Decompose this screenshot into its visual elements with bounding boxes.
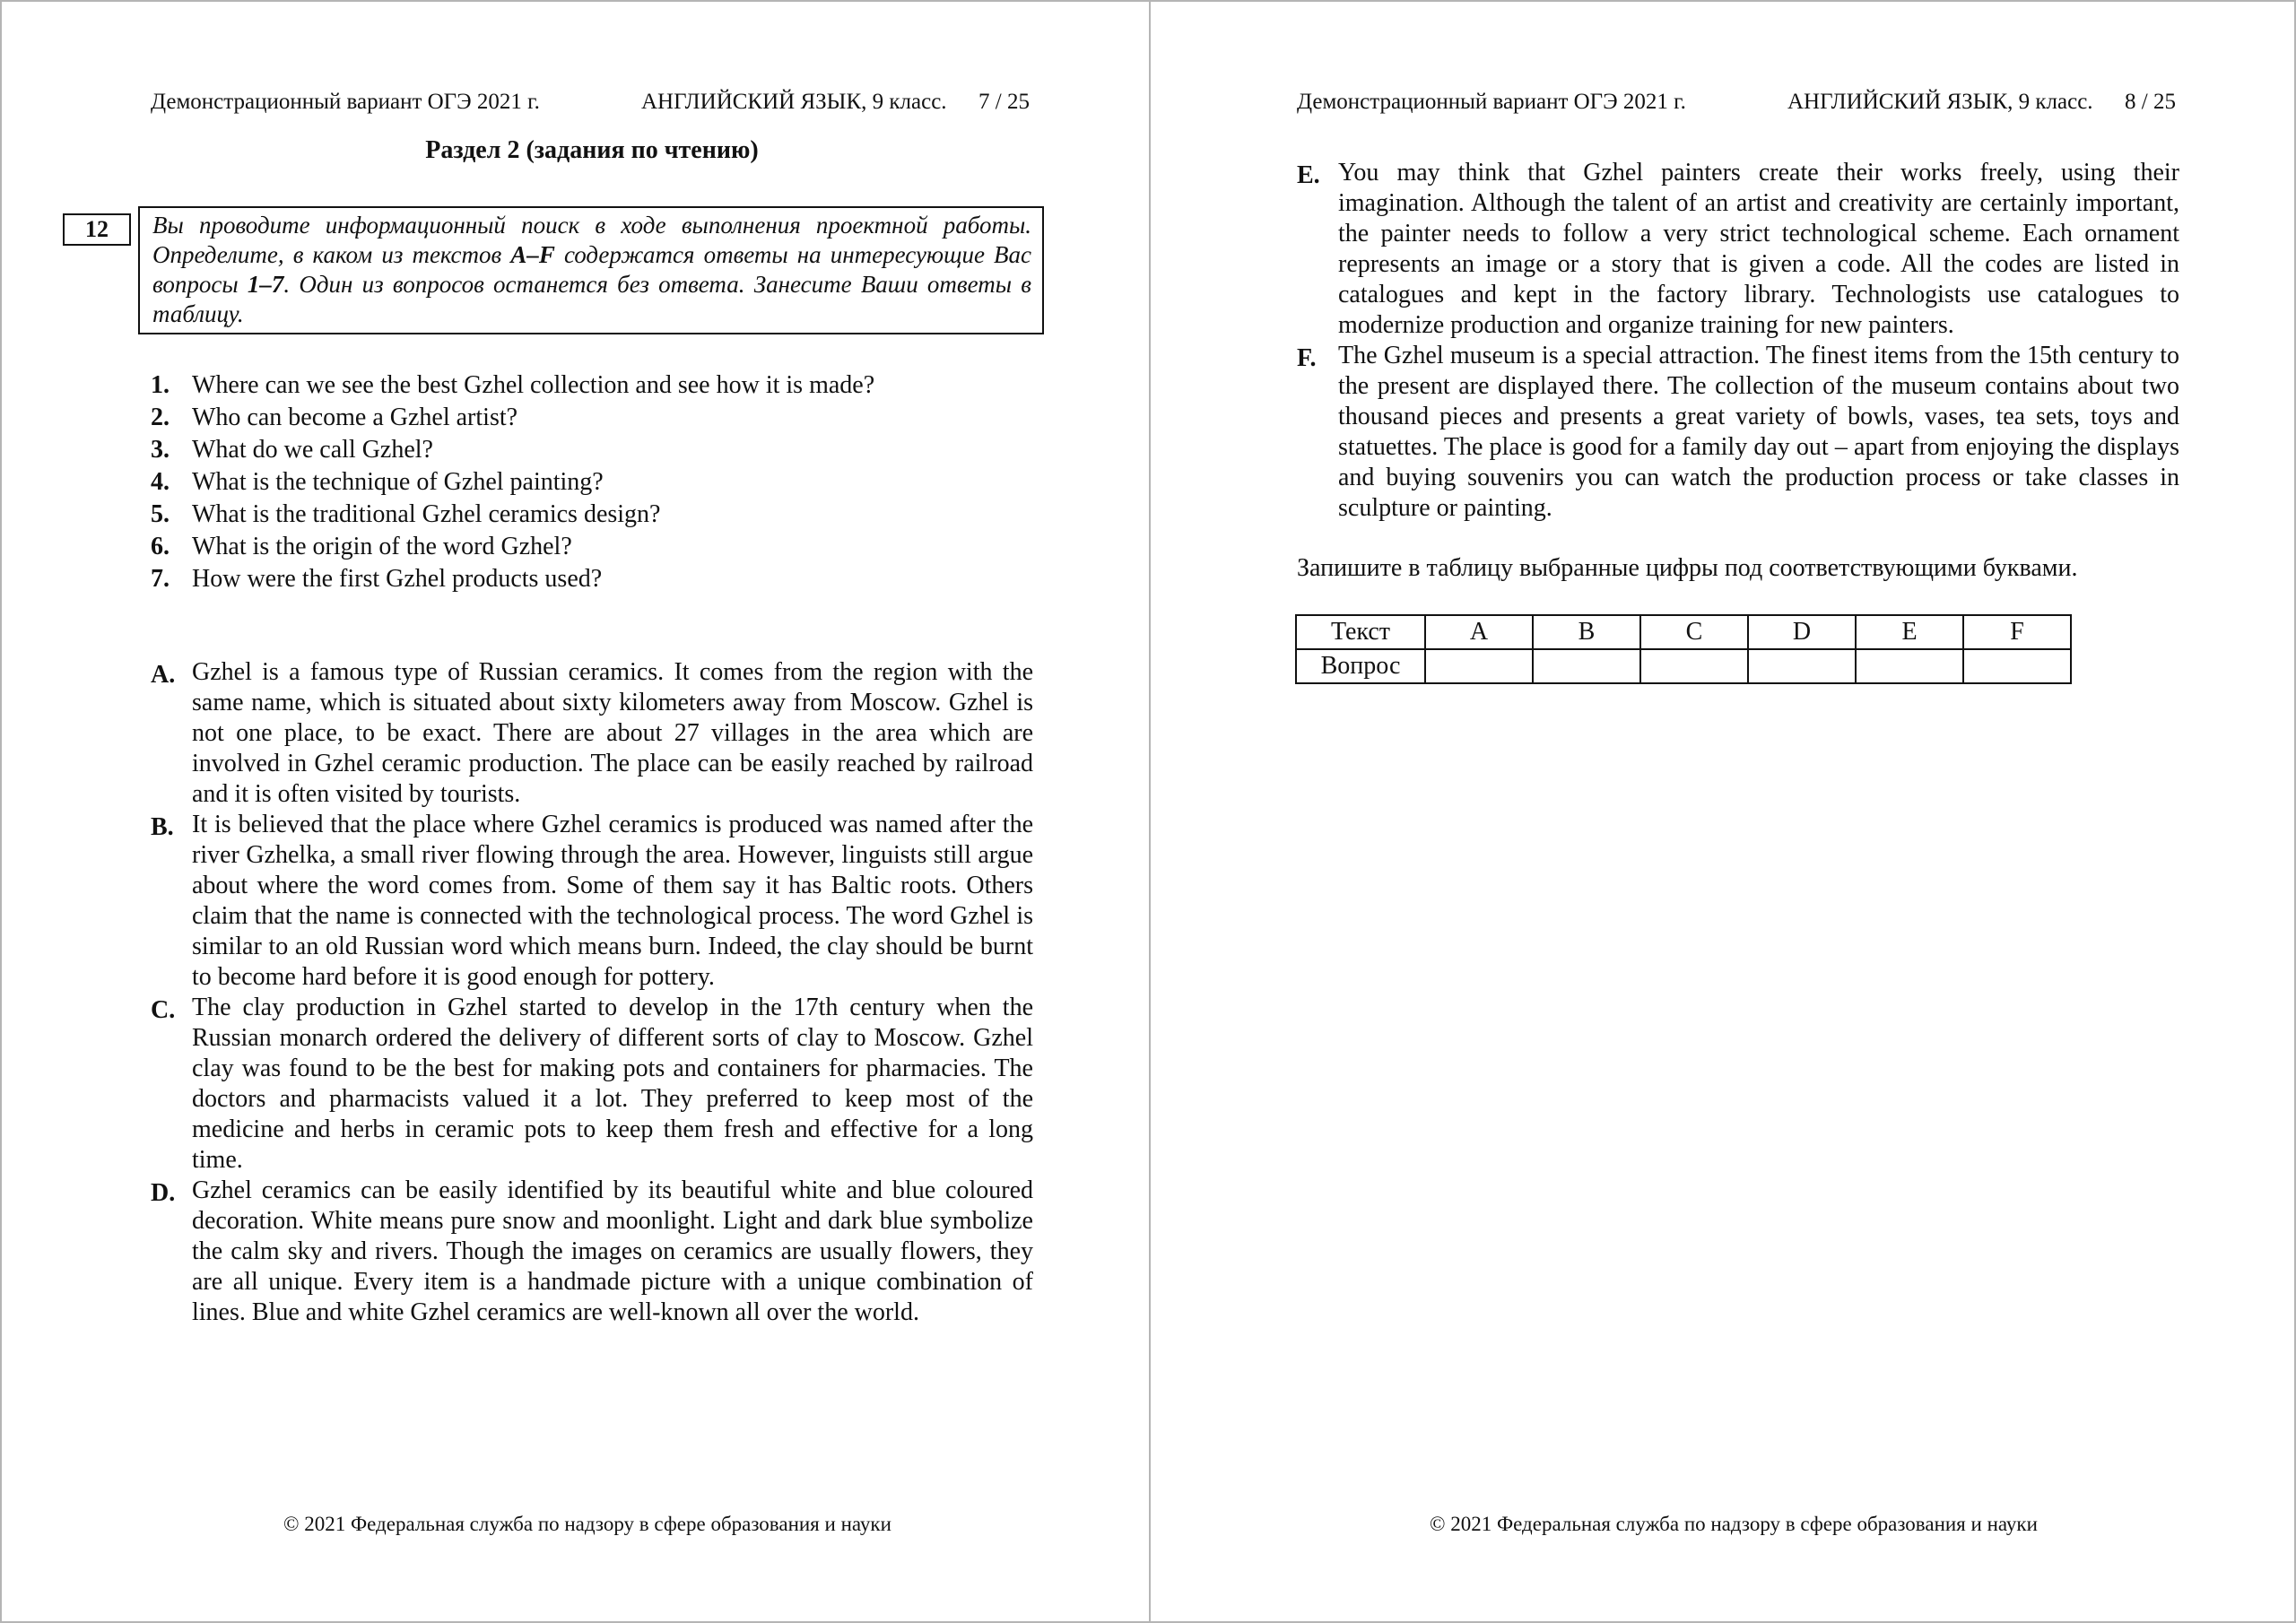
text-letter: E. (1297, 161, 1320, 189)
instruction-part2: содержатся ответы на интересующие Вас вопросы (152, 241, 1031, 298)
header-variant: Демонстрационный вариант ОГЭ 2021 г. (1297, 90, 1686, 114)
text-body: The clay production in Gzhel started to develop in the 17th century when the Russian monarch ordered the delivery of different sorts of clay to Moscow. Gzhel clay was found to be the best for making pots and containers for pharmacies. The doctors and pharmacists valued it a lot. They preferred to keep most of the medicine and herbs in ceramic pots to keep them fresh and effective for a long time. (192, 994, 1033, 1174)
page-footer: © 2021 Федеральная служба по надзору в сфере образования и науки (283, 1513, 891, 1535)
question-number: 7. (151, 565, 170, 593)
table-instruction: Запишите в таблицу выбранные цифры под соответствующими буквами. (1297, 554, 2078, 582)
letter-cell-f: F (1963, 615, 2071, 649)
page-footer: © 2021 Федеральная служба по надзору в сфере образования и науки (1430, 1513, 2038, 1535)
instruction-part1: Вы проводите информационный поиск в ходе выполнения проектной работы. Определите, в каком из текстов (152, 212, 1031, 268)
question-number: 4. (151, 468, 170, 496)
text-letter: F. (1297, 344, 1317, 372)
instruction-part3: . Один из вопросов останется без ответа. Занесите Ваши ответы в таблицу. (152, 271, 1031, 327)
text-block-f (1297, 341, 2179, 524)
question-text: What is the technique of Gzhel painting? (192, 468, 604, 496)
answer-cell-f[interactable] (1963, 649, 2071, 683)
answer-cell-c[interactable] (1640, 649, 1748, 683)
question-text: What is the origin of the word Gzhel? (192, 533, 572, 560)
question-text: What do we call Gzhel? (192, 436, 433, 464)
answer-cell-e[interactable] (1856, 649, 1963, 683)
question-number: 1. (151, 371, 170, 399)
question-item (151, 434, 1048, 466)
question-text: Where can we see the best Gzhel collection and see how it is made? (192, 371, 875, 399)
question-text: What is the traditional Gzhel ceramics design? (192, 500, 661, 528)
answer-table-answers-row (1296, 649, 2071, 683)
text-body: The Gzhel museum is a special attraction. The finest items from the 15th century to the present are displayed there. The collection of the museum contains about two thousand pieces and presents a great variety of bowls, vases, tea sets, toys and statuettes. The place is good for a family day out – apart from enjoying the displays and buying souvenirs you can watch the production process or take classes in sculpture or painting. (1338, 342, 2179, 522)
text-block-d (151, 1176, 1033, 1328)
letter-cell-d: D (1748, 615, 1856, 649)
question-text: Who can become a Gzhel artist? (192, 404, 518, 431)
answer-table (1295, 614, 2072, 684)
text-body: It is believed that the place where Gzhel ceramics is produced was named after the river Gzhelka, a small river flowing through the area. However, linguists still argue about where the word comes from. Some of them say it has Baltic roots. Others claim that the name is connected with the technological process. The word Gzhel is similar to an old Russian word which means burn. Indeed, the clay should be burnt to become hard before it is good enough for pottery. (192, 811, 1033, 991)
answer-cell-d[interactable] (1748, 649, 1856, 683)
question-number: 6. (151, 533, 170, 560)
header-page-number: 8 / 25 (2125, 90, 2176, 114)
answer-table-letters-row (1296, 615, 2071, 649)
question-item (151, 563, 1048, 595)
letter-cell-e: E (1856, 615, 1963, 649)
text-body: You may think that Gzhel painters create their works freely, using their imagination. Although the talent of an artist and creativity are certainly important, the painter needs to follow a very strict technological scheme. Each ornament represents an image or a story that is given a code. All the codes are listed in catalogues and kept in the factory library. Technologists use catalogues to modernize production and organize training for new painters. (1338, 159, 2179, 339)
letter-cell-b: B (1533, 615, 1640, 649)
header-variant: Демонстрационный вариант ОГЭ 2021 г. (151, 90, 540, 114)
questions-list (151, 369, 1048, 595)
question-number: 3. (151, 436, 170, 464)
question-number: 2. (151, 404, 170, 431)
task-number-box: 12 (63, 213, 131, 246)
text-letter: A. (151, 661, 176, 689)
text-body: Gzhel is a famous type of Russian ceramics. It comes from the region with the same name, which is situated about sixty kilometers away from Moscow. Gzhel is not one place, to be exact. There are about 27 villages in the area which are involved in Gzhel ceramic production. The place can be easily reached by railroad and it is often visited by tourists. (192, 658, 1033, 808)
header-page-number: 7 / 25 (978, 90, 1030, 114)
header-subject: АНГЛИЙСКИЙ ЯЗЫК, 9 класс. (1787, 90, 2093, 114)
question-item (151, 402, 1048, 434)
text-body: Gzhel ceramics can be easily identified by its beautiful white and blue coloured decoration. White means pure snow and moonlight. Light and dark blue symbolize the calm sky and rivers. Though the images on ceramics are usually flowers, they are all unique. Every item is a handmade picture with a unique combination of lines. Blue and white Gzhel ceramics are well-known all over the world. (192, 1176, 1033, 1326)
question-item (151, 369, 1048, 402)
row-label-question: Вопрос (1296, 649, 1425, 683)
text-block-e (1297, 158, 2179, 341)
letter-cell-c: C (1640, 615, 1748, 649)
question-number: 5. (151, 500, 170, 528)
row-label-text: Текст (1296, 615, 1425, 649)
instruction-numbers: 1–7 (247, 271, 284, 298)
section-title: Раздел 2 (задания по чтению) (425, 136, 759, 164)
text-block-c (151, 993, 1033, 1176)
texts-list (151, 657, 1033, 1328)
text-letter: C. (151, 996, 176, 1024)
text-letter: D. (151, 1179, 176, 1207)
header-subject: АНГЛИЙСКИЙ ЯЗЫК, 9 класс. (641, 90, 947, 114)
text-block-a (151, 657, 1033, 810)
letter-cell-a: A (1425, 615, 1533, 649)
question-item (151, 531, 1048, 563)
answer-cell-b[interactable] (1533, 649, 1640, 683)
texts-list-right (1297, 158, 2179, 524)
question-text: How were the first Gzhel products used? (192, 565, 603, 593)
question-item (151, 499, 1048, 531)
text-block-b (151, 810, 1033, 993)
page-left (4, 2, 1149, 1621)
question-item (151, 466, 1048, 499)
answer-cell-a[interactable] (1425, 649, 1533, 683)
instruction-letters: A–F (510, 241, 555, 268)
task-instruction (138, 206, 1044, 334)
text-letter: B. (151, 813, 174, 841)
